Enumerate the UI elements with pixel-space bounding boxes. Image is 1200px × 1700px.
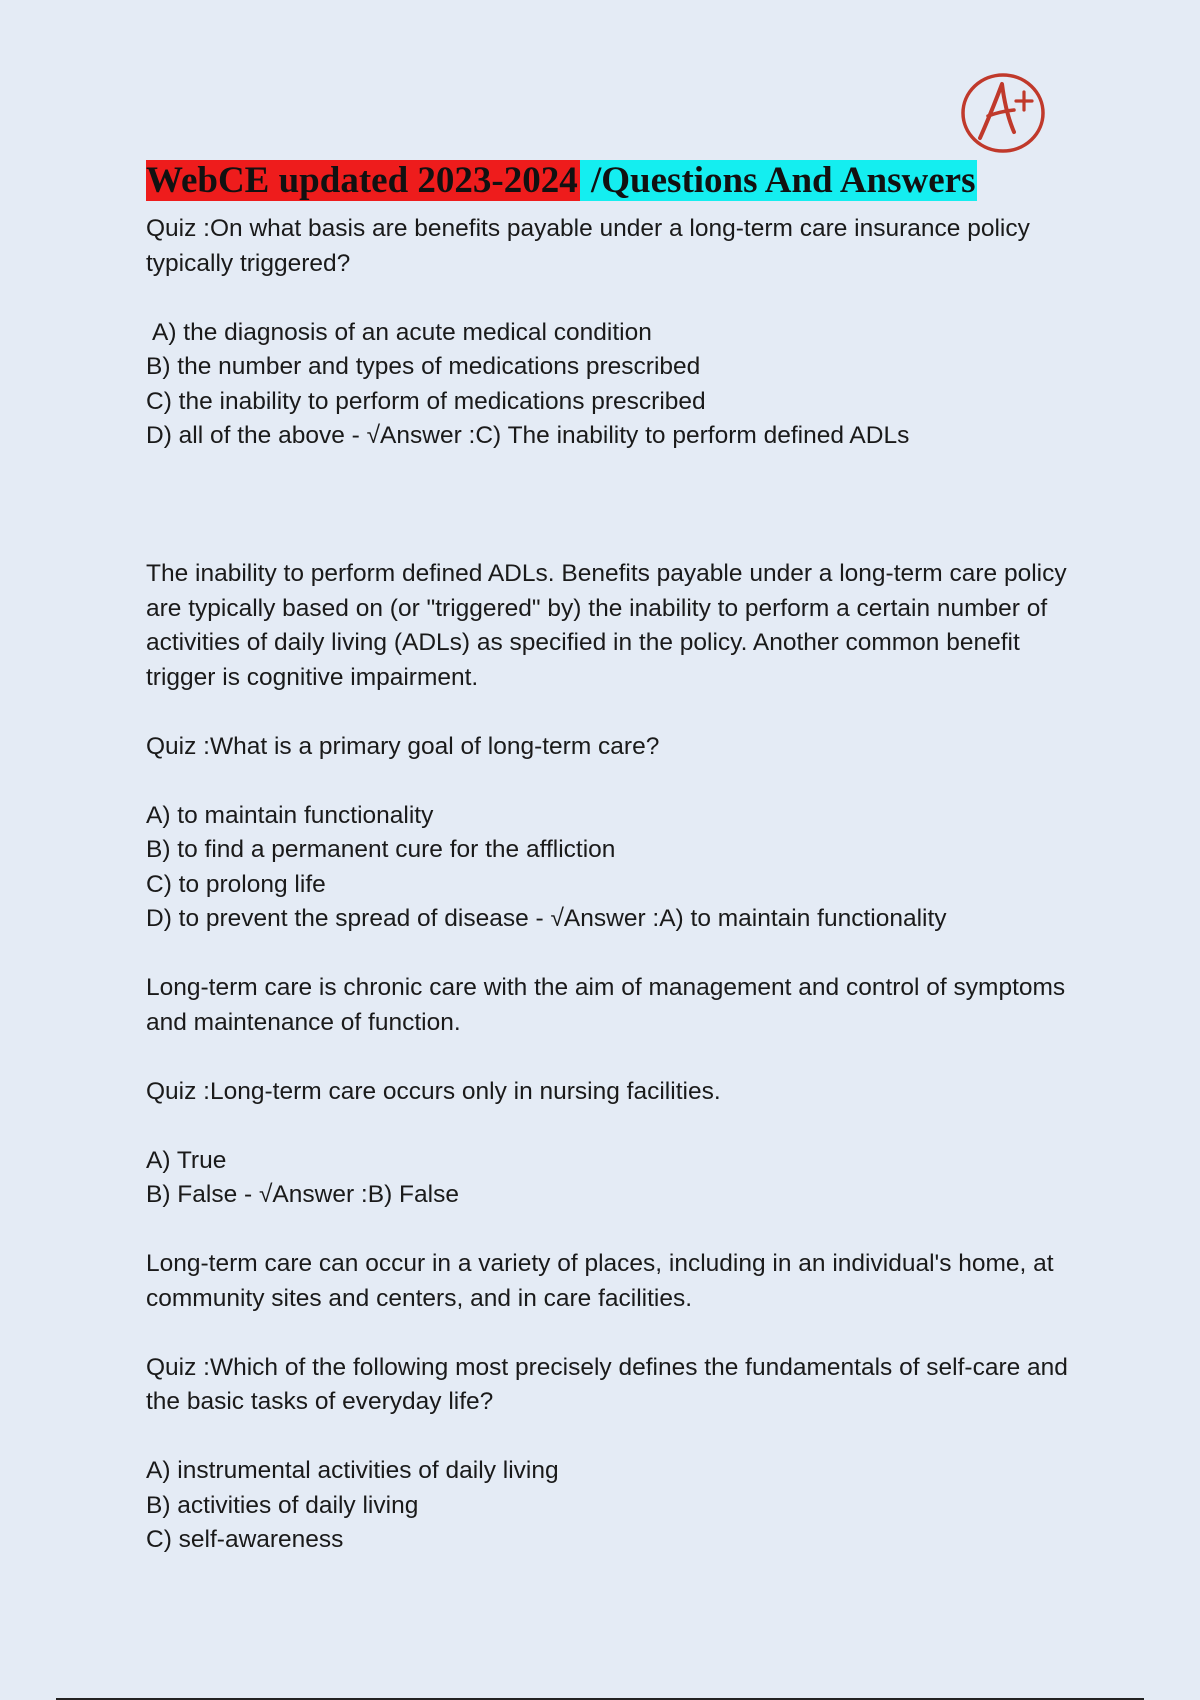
quiz-option: C) the inability to perform of medications prescribed xyxy=(146,387,706,415)
quiz-options-2 xyxy=(146,799,1076,937)
title-part-2: /Questions And Answers xyxy=(581,160,976,201)
a-plus-grade-stamp xyxy=(958,70,1048,156)
quiz-explanation-2: Long-term care is chronic care with the aim of management and control of symptoms and maintenance of function. xyxy=(146,974,1066,1036)
quiz-option: A) instrumental activities of daily living xyxy=(146,1457,559,1484)
quiz-question-4: Quiz :Which of the following most precisely defines the fundamentals of self-care and the basic tasks of everyday life? xyxy=(146,1353,1068,1415)
document-title xyxy=(146,158,977,204)
quiz-option: B) the number and types of medications prescribed xyxy=(146,353,701,380)
quiz-option: C) self-awareness xyxy=(146,1526,344,1553)
quiz-option: A) the diagnosis of an acute medical condition xyxy=(152,318,652,346)
quiz-question-2: Quiz :What is a primary goal of long-term care? xyxy=(146,732,660,760)
quiz-option: A) True xyxy=(146,1146,227,1174)
quiz-option-answer: D) all of the above - √Answer :C) The inability to perform defined ADLs xyxy=(146,422,910,449)
quiz-question-3: Quiz :Long-term care occurs only in nursing facilities. xyxy=(146,1077,721,1105)
quiz-content xyxy=(146,212,1076,1592)
quiz-question-1: Quiz :On what basis are benefits payable under a long-term care insurance policy typically triggered? xyxy=(146,215,1030,277)
quiz-option: B) activities of daily living xyxy=(146,1491,419,1519)
quiz-option-answer: D) to prevent the spread of disease - √Answer :A) to maintain functionality xyxy=(146,905,947,932)
quiz-explanation-3: Long-term care can occur in a variety of places, including in an individual's home, at community sites and centers, and in care facilities. xyxy=(146,1250,1054,1312)
quiz-option: C) to prolong life xyxy=(146,870,326,898)
quiz-options-4 xyxy=(146,1454,1076,1558)
title-part-1: WebCE updated 2023-2024 xyxy=(146,160,578,201)
spacer xyxy=(146,488,1076,557)
quiz-explanation-1: The inability to perform defined ADLs. Benefits payable under a long-term care policy are typically based on (or "triggered" by) the inability to perform a certain number of activities of daily living (ADLs) as specified in the policy. Another common benefit trigger is cognitive impairment. xyxy=(146,560,1067,691)
quiz-option: B) to find a permanent cure for the affliction xyxy=(146,836,616,863)
quiz-options-3 xyxy=(146,1144,1076,1213)
quiz-option: A) to maintain functionality xyxy=(146,801,434,829)
quiz-option-answer: B) False - √Answer :B) False xyxy=(146,1181,459,1208)
quiz-options-1 xyxy=(146,316,1076,454)
